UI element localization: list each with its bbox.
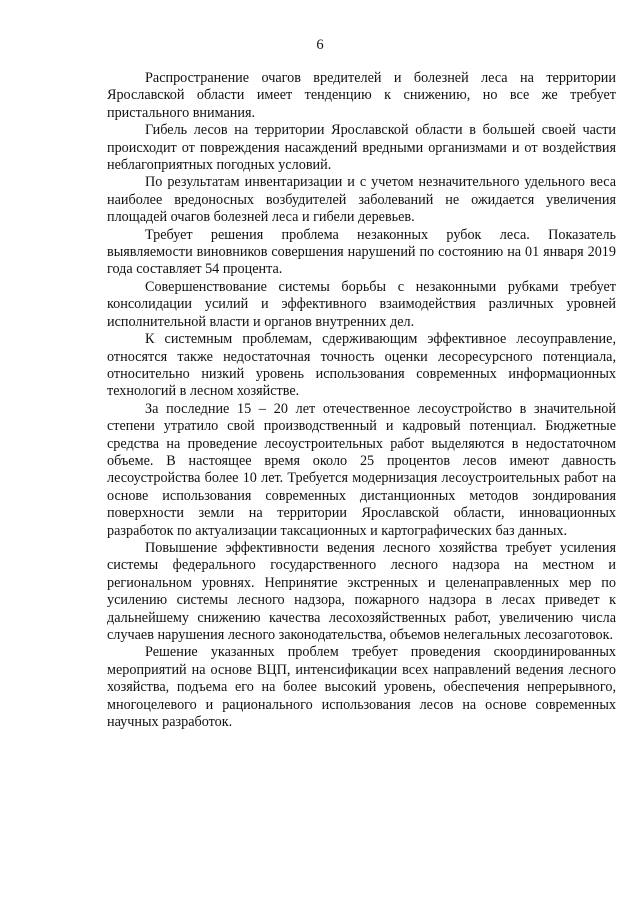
paragraph-forest-supervision: Повышение эффективности ведения лесного хозяйства требует усиления системы федерального государственного лесного надзора на местном и региональном уровнях. Непринятие экстренных и целенаправленных мер по усилению системы лесного надзора, пожарного надзора в лесах приведет к дальнейшему снижению качества лесохозяйственных работ, увеличению числа случаев нарушения лесного законодательства, объемов нелегальных лесозаготовок.	[107, 539, 616, 643]
paragraph-logging-control: Совершенствование системы борьбы с незаконными рубками требует консолидации усилий и эффективного взаимодействия различных уровней исполнительной власти и органов внутренних дел.	[107, 278, 616, 330]
paragraph-illegal-logging: Требует решения проблема незаконных рубок леса. Показатель выявляемости виновников совершения нарушений по состоянию на 01 января 2019 года составляет 54 процента.	[107, 226, 616, 278]
paragraph-forest-inventory: За последние 15 – 20 лет отечественное лесоустройство в значительной степени утратило свой производственный и кадровый потенциал. Бюджетные средства на проведение лесоустроительных работ выделяются в недостаточном объеме. В настоящее время около 25 процентов лесов имеют давность лесоустройства более 10 лет. Требуется модернизация лесоустроительных работ на основе использования современных дистанционных методов зондирования поверхности земли на территории Ярославской области, инновационных разработок по актуализации таксационных и картографических баз данных.	[107, 400, 616, 539]
document-body	[107, 70, 616, 731]
paragraph-solution-measures: Решение указанных проблем требует проведения скоординированных мероприятий на основе ВЦП, интенсификации всех направлений ведения лесного хозяйства, подъема его на более высокий уровень, обеспечения непрерывного, многоцелевого и рационального использования лесов на основе современных научных разработок.	[107, 644, 616, 731]
page-number: 6	[316, 37, 324, 53]
paragraph-inventory-results: По результатам инвентаризации и с учетом незначительного удельного веса наиболее вредоносных возбудителей заболеваний не ожидается увеличения площадей очагов болезней леса и гибели деревьев.	[107, 174, 616, 226]
paragraph-systemic-problems: К системным проблемам, сдерживающим эффективное лесоуправление, относятся также недостаточная точность оценки лесоресурсного потенциала, относительно низкий уровень использования современных информационных технологий в лесном хозяйстве.	[107, 331, 616, 400]
paragraph-pest-spread: Распространение очагов вредителей и болезней леса на территории Ярославской области имеет тенденцию к снижению, но все же требует пристального внимания.	[107, 70, 616, 121]
paragraph-forest-loss: Гибель лесов на территории Ярославской области в большей своей части происходит от повреждения насаждений вредными организмами и от воздействия неблагоприятных погодных условий.	[107, 122, 616, 174]
